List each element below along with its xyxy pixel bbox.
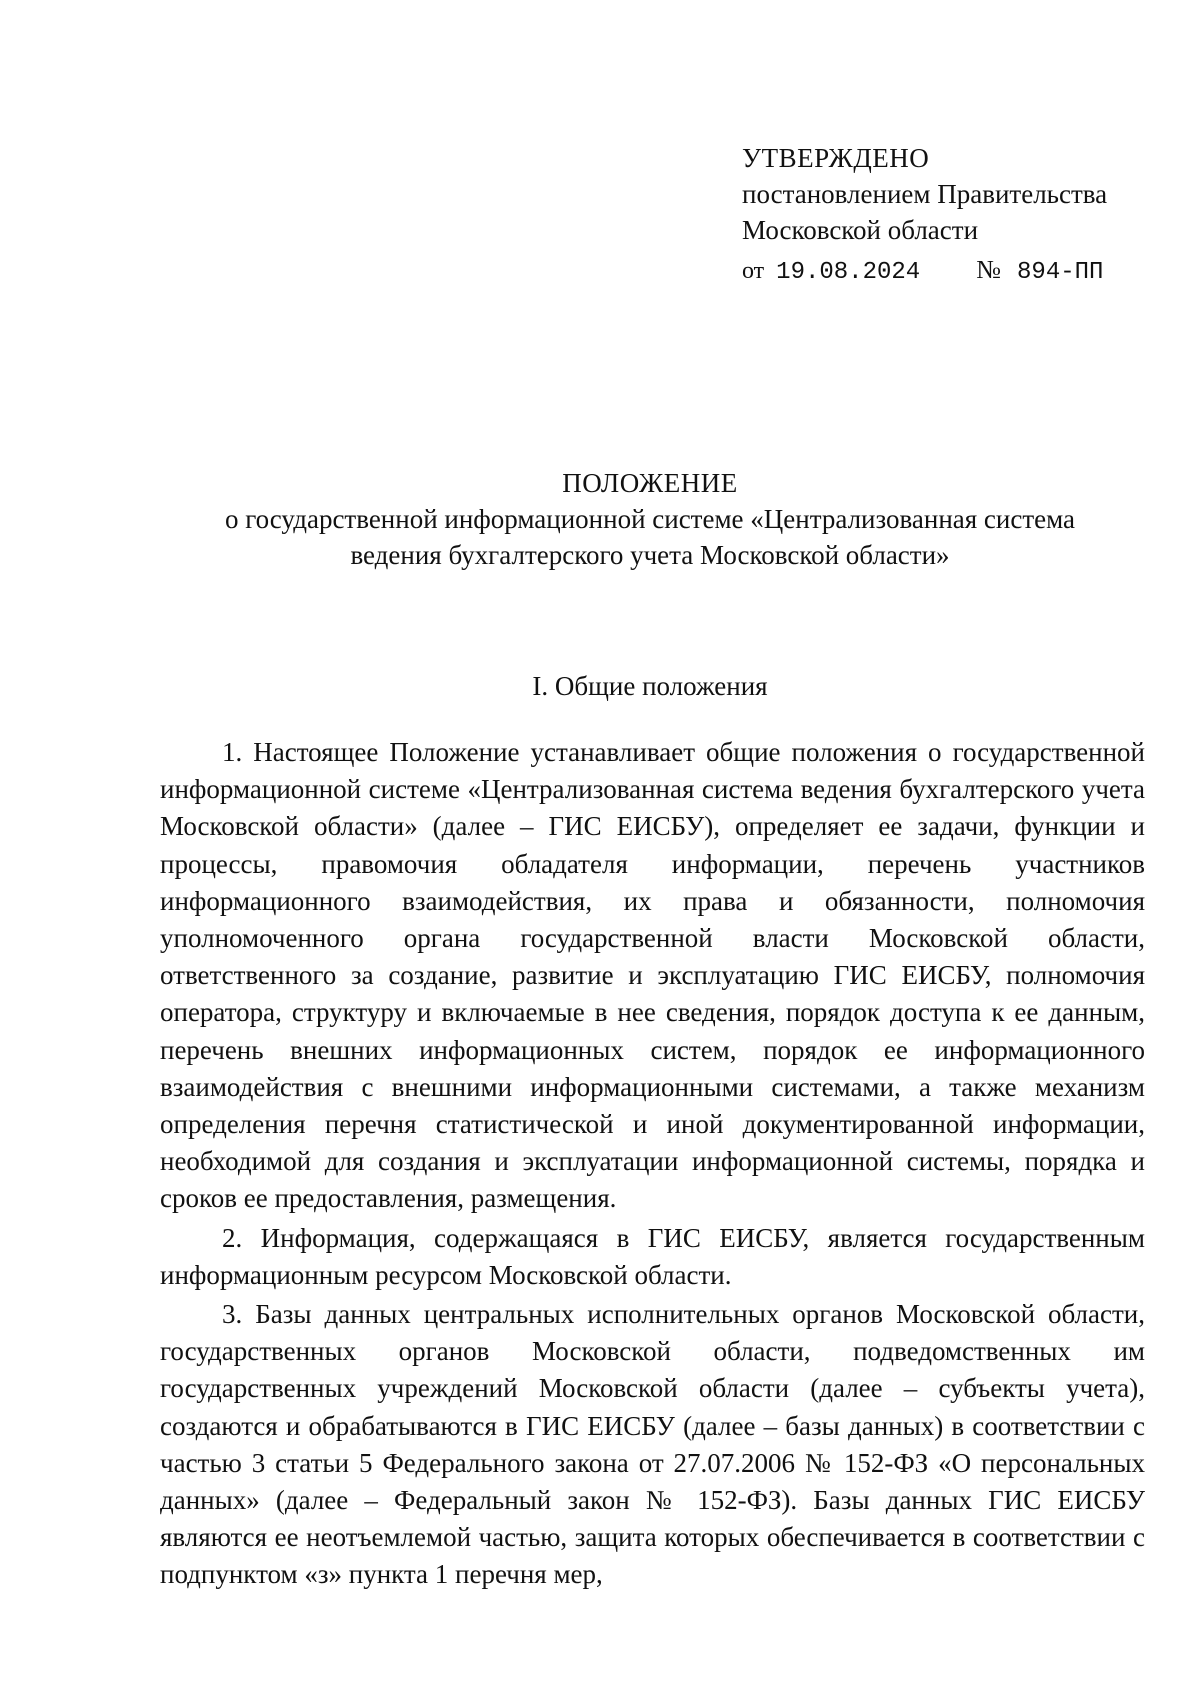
document-subtitle-line-2: ведения бухгалтерского учета Московской области»: [350, 540, 950, 570]
approval-date-line: [742, 252, 1162, 291]
section-heading: I. Общие положения: [532, 671, 768, 701]
paragraph-3: 3. Базы данных центральных исполнительных органов Московской области, государственных органов Московской области, подведомственных им государственных учреждений Московской области (далее – субъекты учета), создаются и обрабатываются в ГИС ЕИСБУ (далее – базы данных) в соответствии с частью 3 статьи 5 Федерального закона от 27.07.2006 № 152-ФЗ «О персональных данных» (далее – Федеральный закон № 152-ФЗ). Базы данных ГИС ЕИСБУ являются ее неотъемлемой частью, защита которых обеспечивается в соответствии с подпунктом «з» пункта 1 перечня мер,: [160, 1299, 1145, 1590]
paragraph-2: 2. Информация, содержащаяся в ГИС ЕИСБУ, является государственным информационным ресурсом Московской области.: [160, 1222, 1145, 1290]
document-subtitle-line-1: о государственной информационной системе «Централизованная система: [224, 504, 1076, 534]
approval-line-2: Московской области: [742, 215, 979, 245]
approval-stamp: [742, 140, 1162, 291]
approval-date: 19.08.2024: [776, 259, 921, 286]
paragraph-1: 1. Настоящее Положение устанавливает общие положения о государственной информационной системе «Централизованная система ведения бухгалтерского учета Московской области» (далее – ГИС ЕИСБУ), определяет ее задачи, функции и процессы, правомочия обладателя информации, перечень участников информационного взаимодействия, их права и обязанности, полномочия уполномоченного органа государственной власти Московской области, ответственного за создание, развитие и эксплуатацию ГИС ЕИСБУ, полномочия оператора, структуру и включаемые в нее сведения, порядок доступа к ее данным, перечень внешних информационных систем, порядок ее информационного взаимодействия с внешними информационными системами, а также механизм определения перечня статистической и иной документированной информации, необходимой для создания и эксплуатации информационной системы, порядка и сроков ее предоставления, размещения.: [160, 737, 1145, 1214]
body-text: [160, 734, 1145, 1594]
approval-title: УТВЕРЖДЕНО: [742, 143, 930, 173]
number-sign: №: [976, 255, 1002, 284]
approval-number: 894-ПП: [1017, 259, 1104, 286]
document-title: ПОЛОЖЕНИЕ: [562, 468, 738, 498]
approval-line-1: постановлением Правительства: [742, 179, 1108, 209]
from-label: от: [742, 258, 765, 284]
document-title-block: [150, 465, 1150, 573]
